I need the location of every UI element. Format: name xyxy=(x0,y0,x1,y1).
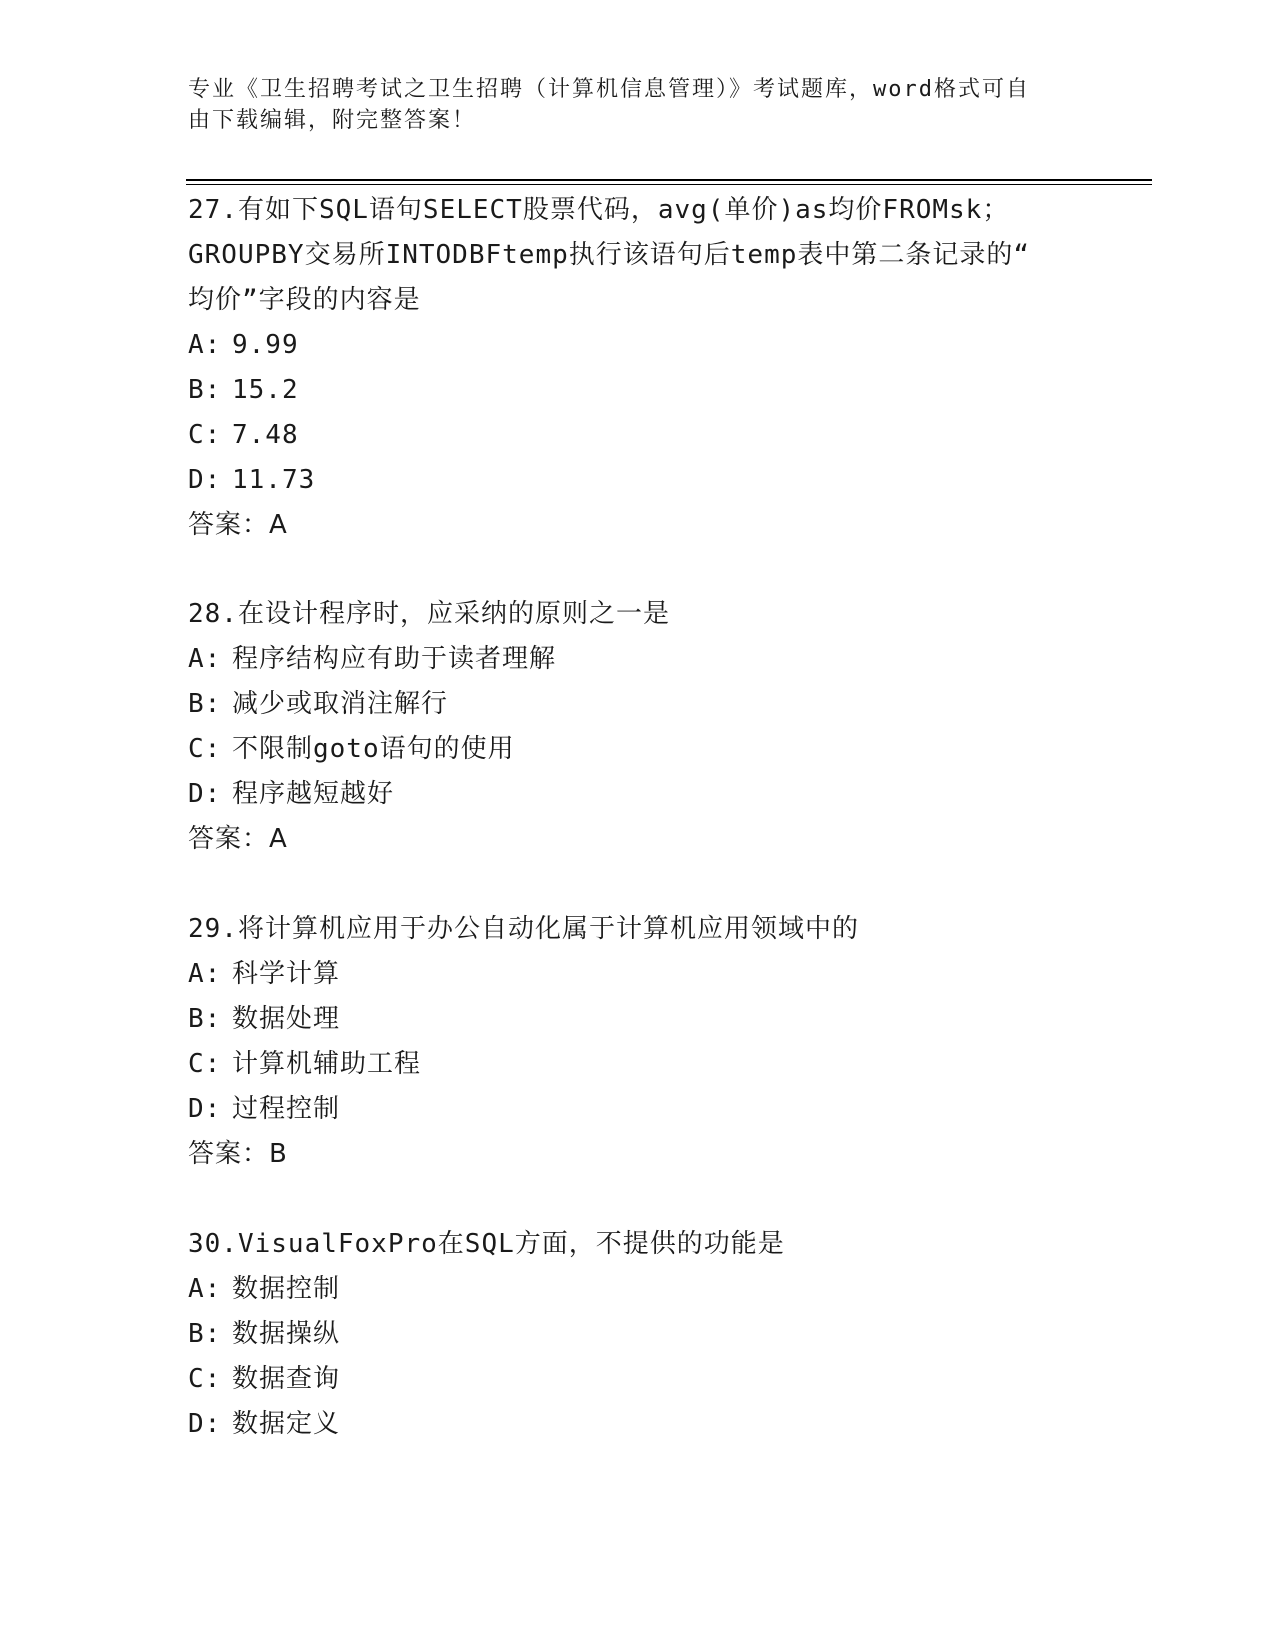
option-letter: A: xyxy=(188,644,222,674)
option-text: 科学计算 xyxy=(232,959,341,989)
document-header xyxy=(188,74,1068,136)
option-letter: A: xyxy=(188,959,222,989)
option-text: 减少或取消注解行 xyxy=(232,689,449,719)
option-letter: B: xyxy=(188,375,222,405)
option-text: 程序结构应有助于读者理解 xyxy=(232,644,557,674)
question-text-line: 28.在设计程序时，应采纳的原则之一是 xyxy=(188,599,670,629)
question-30 xyxy=(188,1222,1088,1447)
option-text: 过程控制 xyxy=(232,1094,341,1124)
option-text: 不限制goto语句的使用 xyxy=(232,734,515,764)
option-letter: C: xyxy=(188,1049,222,1079)
header-line-2: 由下载编辑，附完整答案！ xyxy=(188,108,477,133)
option-text: 程序越短越好 xyxy=(232,779,395,809)
option-d xyxy=(188,1087,1088,1132)
question-text-line: 均价”字段的内容是 xyxy=(188,285,421,315)
option-c xyxy=(188,1357,1088,1402)
question-29 xyxy=(188,907,1088,1177)
question-27 xyxy=(188,188,1088,548)
option-text: 11.73 xyxy=(232,465,316,495)
option-d xyxy=(188,772,1088,817)
question-28 xyxy=(188,592,1088,862)
question-text-line: 29.将计算机应用于办公自动化属于计算机应用领域中的 xyxy=(188,914,859,944)
option-c xyxy=(188,1042,1088,1087)
option-text: 数据处理 xyxy=(232,1004,341,1034)
option-letter: B: xyxy=(188,1004,222,1034)
answer-line: 答案：A xyxy=(188,510,288,540)
option-letter: D: xyxy=(188,779,222,809)
option-a xyxy=(188,952,1088,997)
option-letter: B: xyxy=(188,1319,222,1349)
option-letter: A: xyxy=(188,330,222,360)
option-a xyxy=(188,637,1088,682)
question-text-line: 27.有如下SQL语句SELECT股票代码，avg(单价)as均价FROMsk； xyxy=(188,195,1010,225)
option-letter: A: xyxy=(188,1274,222,1304)
option-a xyxy=(188,1267,1088,1312)
option-text: 15.2 xyxy=(232,375,299,405)
header-divider-thick xyxy=(186,179,1152,181)
option-text: 9.99 xyxy=(232,330,299,360)
header-divider-thin xyxy=(186,184,1152,185)
option-b xyxy=(188,1312,1088,1357)
option-d xyxy=(188,1402,1088,1447)
option-text: 7.48 xyxy=(232,420,299,450)
option-letter: D: xyxy=(188,1094,222,1124)
option-letter: C: xyxy=(188,734,222,764)
answer-line: 答案：A xyxy=(188,824,288,854)
option-c xyxy=(188,413,1088,458)
option-letter: C: xyxy=(188,420,222,450)
option-text: 数据控制 xyxy=(232,1274,341,1304)
option-letter: D: xyxy=(188,1409,222,1439)
option-a xyxy=(188,323,1088,368)
question-text-line: GROUPBY交易所INTODBFtemp执行该语句后temp表中第二条记录的“ xyxy=(188,240,1031,270)
option-letter: D: xyxy=(188,465,222,495)
option-d xyxy=(188,458,1088,503)
option-text: 数据操纵 xyxy=(232,1319,341,1349)
option-text: 计算机辅助工程 xyxy=(232,1049,422,1079)
option-b xyxy=(188,368,1088,413)
option-c xyxy=(188,727,1088,772)
option-letter: B: xyxy=(188,689,222,719)
option-letter: C: xyxy=(188,1364,222,1394)
option-b xyxy=(188,682,1088,727)
answer-line: 答案：B xyxy=(188,1139,288,1169)
option-text: 数据定义 xyxy=(232,1409,341,1439)
option-b xyxy=(188,997,1088,1042)
header-line-1: 专业《卫生招聘考试之卫生招聘（计算机信息管理）》考试题库，word格式可自 xyxy=(188,77,1030,102)
option-text: 数据查询 xyxy=(232,1364,341,1394)
question-text-line: 30.VisualFoxPro在SQL方面，不提供的功能是 xyxy=(188,1229,785,1259)
